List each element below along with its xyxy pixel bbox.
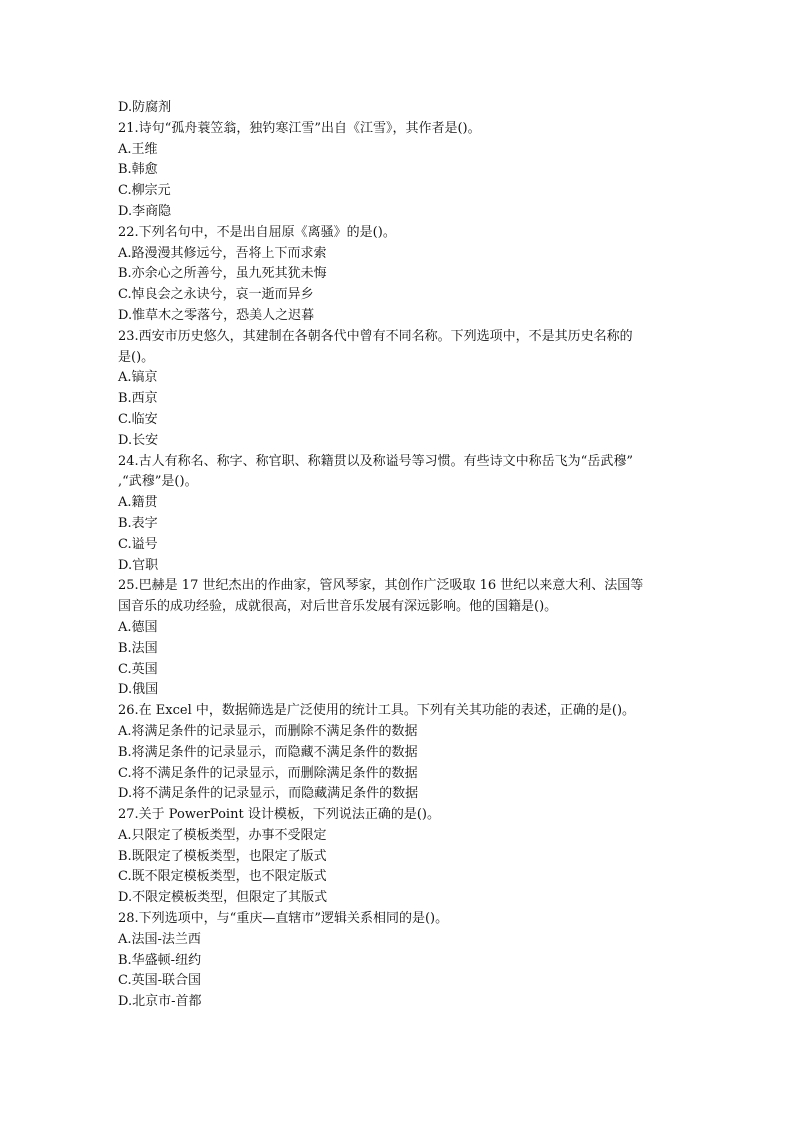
question-23-line-1: 23.西安市历史悠久，其建制在各朝各代中曾有不同名称。下列选项中，不是其历史名称的 — [118, 328, 633, 344]
option-d-q21: D.李商隐 — [118, 203, 172, 219]
question-23-line-2: 是()。 — [118, 349, 155, 365]
option-d-q27: D.不限定模板类型，但限定了其版式 — [118, 890, 328, 906]
option-c-q24: C.谥号 — [118, 536, 158, 552]
option-a-q22: A.路漫漫其修远兮，吾将上下而求索 — [118, 245, 327, 261]
option-b-q21: B.韩愈 — [118, 162, 158, 178]
option-c-q23: C.临安 — [118, 411, 158, 427]
option-a-q27: A.只限定了模板类型，办事不受限定 — [118, 827, 327, 843]
option-c-q26: C.将不满足条件的记录显示，而删除满足条件的数据 — [118, 765, 418, 781]
question-24-line-2: ,“武穆”是()。 — [118, 474, 198, 490]
option-a-q23: A.镐京 — [118, 370, 158, 386]
option-b-q22: B.亦余心之所善兮，虽九死其犹未悔 — [118, 266, 327, 282]
question-22: 22.下列名句中，不是出自屈原《离骚》的是()。 — [118, 224, 396, 240]
option-c-q27: C.既不限定模板类型，也不限定版式 — [118, 869, 327, 885]
option-d-q28: D.北京市-首都 — [118, 994, 202, 1010]
option-a-q26: A.将满足条件的记录显示，而删除不满足条件的数据 — [118, 723, 418, 739]
question-21: 21.诗句“孤舟蓑笠翁，独钓寒江雪”出自《江雪》，其作者是()。 — [118, 120, 481, 136]
option-b-q23: B.西京 — [118, 391, 158, 407]
option-a-q24: A.籍贯 — [118, 495, 158, 511]
option-b-q24: B.表字 — [118, 515, 158, 531]
question-25-line-2: 国音乐的成功经验，成就很高，对后世音乐发展有深远影响。他的国籍是()。 — [118, 599, 558, 615]
question-26: 26.在 Excel 中，数据筛选是广泛使用的统计工具。下列有关其功能的表述，正确的是()。 — [118, 703, 636, 719]
question-27: 27.关于 PowerPoint 设计模板，下列说法正确的是()。 — [118, 807, 440, 823]
option-d-q20: D.防腐剂 — [118, 100, 172, 115]
option-d-q26: D.将不满足条件的记录显示，而隐藏满足条件的数据 — [118, 786, 419, 802]
question-28: 28.下列选项中，与“重庆—直辖市”逻辑关系相同的是()。 — [118, 911, 449, 927]
option-b-q28: B.华盛顿-纽约 — [118, 952, 202, 968]
option-d-q22: D.惟草木之零落兮，恐美人之迟暮 — [118, 307, 315, 323]
option-a-q21: A.王维 — [118, 141, 158, 157]
option-a-q28: A.法国-法兰西 — [118, 931, 201, 947]
option-d-q23: D.长安 — [118, 432, 159, 448]
question-25-line-1: 25.巴赫是 17 世纪杰出的作曲家，管风琴家，其创作广泛吸取 16 世纪以来意大利、法国等 — [118, 578, 644, 594]
option-a-q25: A.德国 — [118, 619, 158, 635]
option-d-q24: D.官职 — [118, 557, 159, 573]
option-c-q22: C.悼良会之永诀兮，哀一逝而异乡 — [118, 287, 314, 303]
option-b-q25: B.法国 — [118, 640, 158, 656]
option-c-q21: C.柳宗元 — [118, 183, 171, 199]
option-c-q25: C.英国 — [118, 661, 158, 677]
document-page — [118, 98, 678, 1013]
option-b-q26: B.将满足条件的记录显示，而隐藏不满足条件的数据 — [118, 744, 418, 760]
option-d-q25: D.俄国 — [118, 682, 159, 698]
option-b-q27: B.既限定了模板类型，也限定了版式 — [118, 848, 327, 864]
question-24-line-1: 24.古人有称名、称字、称官职、称籍贯以及称谥号等习惯。有些诗文中称岳飞为“岳武穆” — [118, 453, 633, 469]
option-c-q28: C.英国-联合国 — [118, 973, 202, 989]
